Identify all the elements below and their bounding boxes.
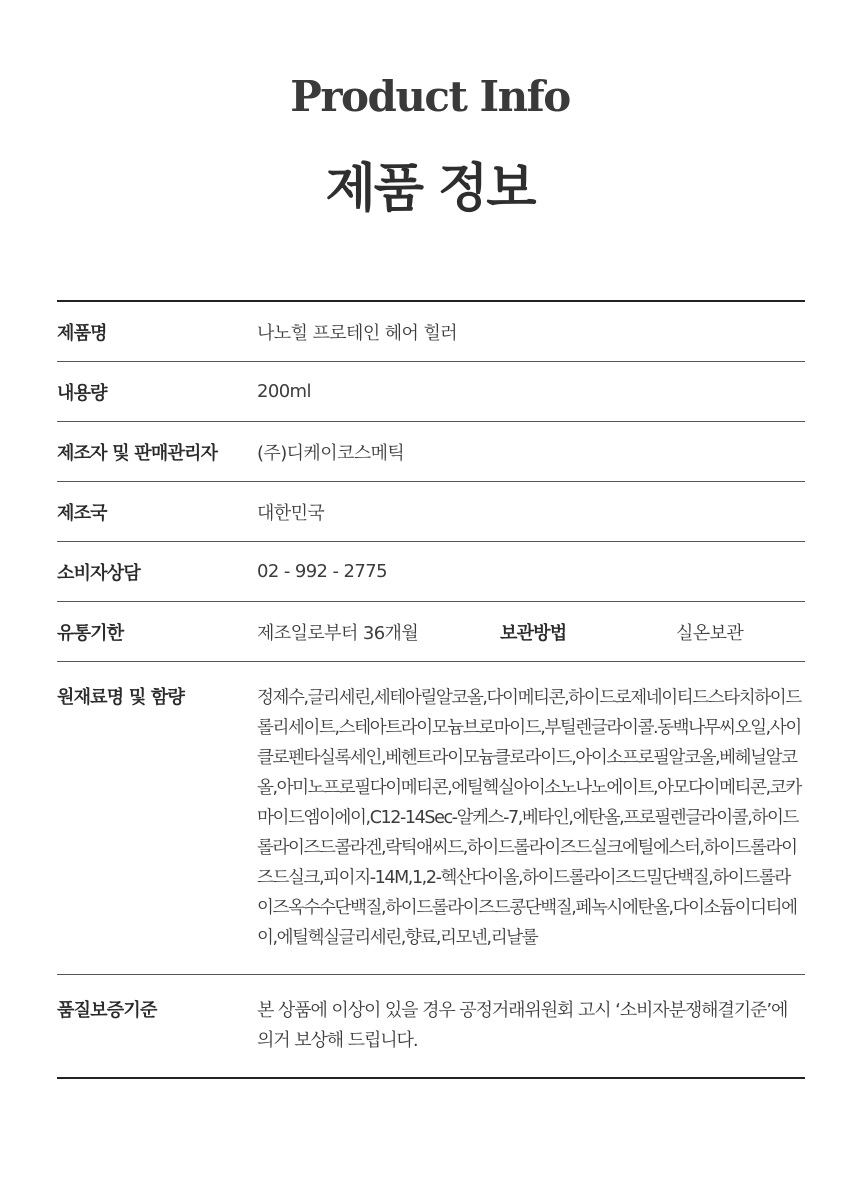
product-name-value: 나노힐 프로테인 헤어 힐러 (257, 322, 458, 344)
table-row-expiry-storage (57, 602, 805, 662)
volume-label: 내용량 (57, 382, 107, 404)
expiry-value: 제조일로부터 36개월 (257, 622, 419, 644)
country-value: 대한민국 (257, 502, 325, 524)
table-row-country (57, 482, 805, 542)
country-label: 제조국 (57, 502, 107, 524)
table-row-volume (57, 362, 805, 422)
table-row-quality (57, 975, 805, 1077)
table-row-consumer-contact (57, 542, 805, 602)
product-name-label: 제품명 (57, 322, 107, 344)
manufacturer-value: (주)디케이코스메틱 (257, 442, 405, 464)
product-info-table (57, 300, 805, 1079)
ingredients-value: 정제수,글리세린,세테아릴알코올,다이메티콘,하이드로제네이티드스타치하이드롤리세이트,스테아트라이모늄브로마이드,부틸렌글라이콜.동백나무씨오일,사이클로펜타실록세인,베헨트라이모늄클로라이드,아이소프로필알코올,베헤닐알코올,아미노프로필다이메티콘,에틸헥실아이소노나노에이트,아모다이메티콘,코카마이드엠이에이,C12-14Sec-알케스-7,베타인,에탄올,프로필렌글라이콜,하이드롤라이즈드콜라겐,락틱애씨드,하이드롤라이즈드실크에틸에스터,하이드롤라이즈드실크,피이지-14M,1,2-헥산다이올,하이드롤라이즈드밀단백질,하이드롤라이즈옥수수단백질,하이드롤라이즈드콩단백질,페녹시에탄올,다이소듐이디티에이,에틸헥실글리세린,향료,리모넨,리날룰 (257, 688, 801, 948)
storage-label: 보관방법 (500, 622, 567, 644)
volume-value: 200ml (257, 381, 311, 402)
manufacturer-label: 제조자 및 판매관리자 (57, 442, 218, 464)
table-row-manufacturer (57, 422, 805, 482)
page-title-english: Product Info (290, 72, 570, 121)
page-title-korean: 제품 정보 (325, 159, 535, 219)
storage-value: 실온보관 (676, 622, 744, 644)
quality-label: 품질보증기준 (57, 1000, 157, 1021)
consumer-contact-label: 소비자상담 (57, 562, 140, 584)
consumer-contact-value: 02 - 992 - 2775 (257, 561, 387, 582)
quality-value: 본 상품에 이상이 있을 경우 공정거래위원회 고시 ‘소비자분쟁해결기준’에 의거 보상해 드립니다. (257, 1000, 788, 1051)
expiry-label: 유통기한 (57, 622, 124, 644)
ingredients-label: 원재료명 및 함량 (57, 687, 185, 708)
table-row-ingredients (57, 662, 805, 975)
table-row-product-name (57, 302, 805, 362)
